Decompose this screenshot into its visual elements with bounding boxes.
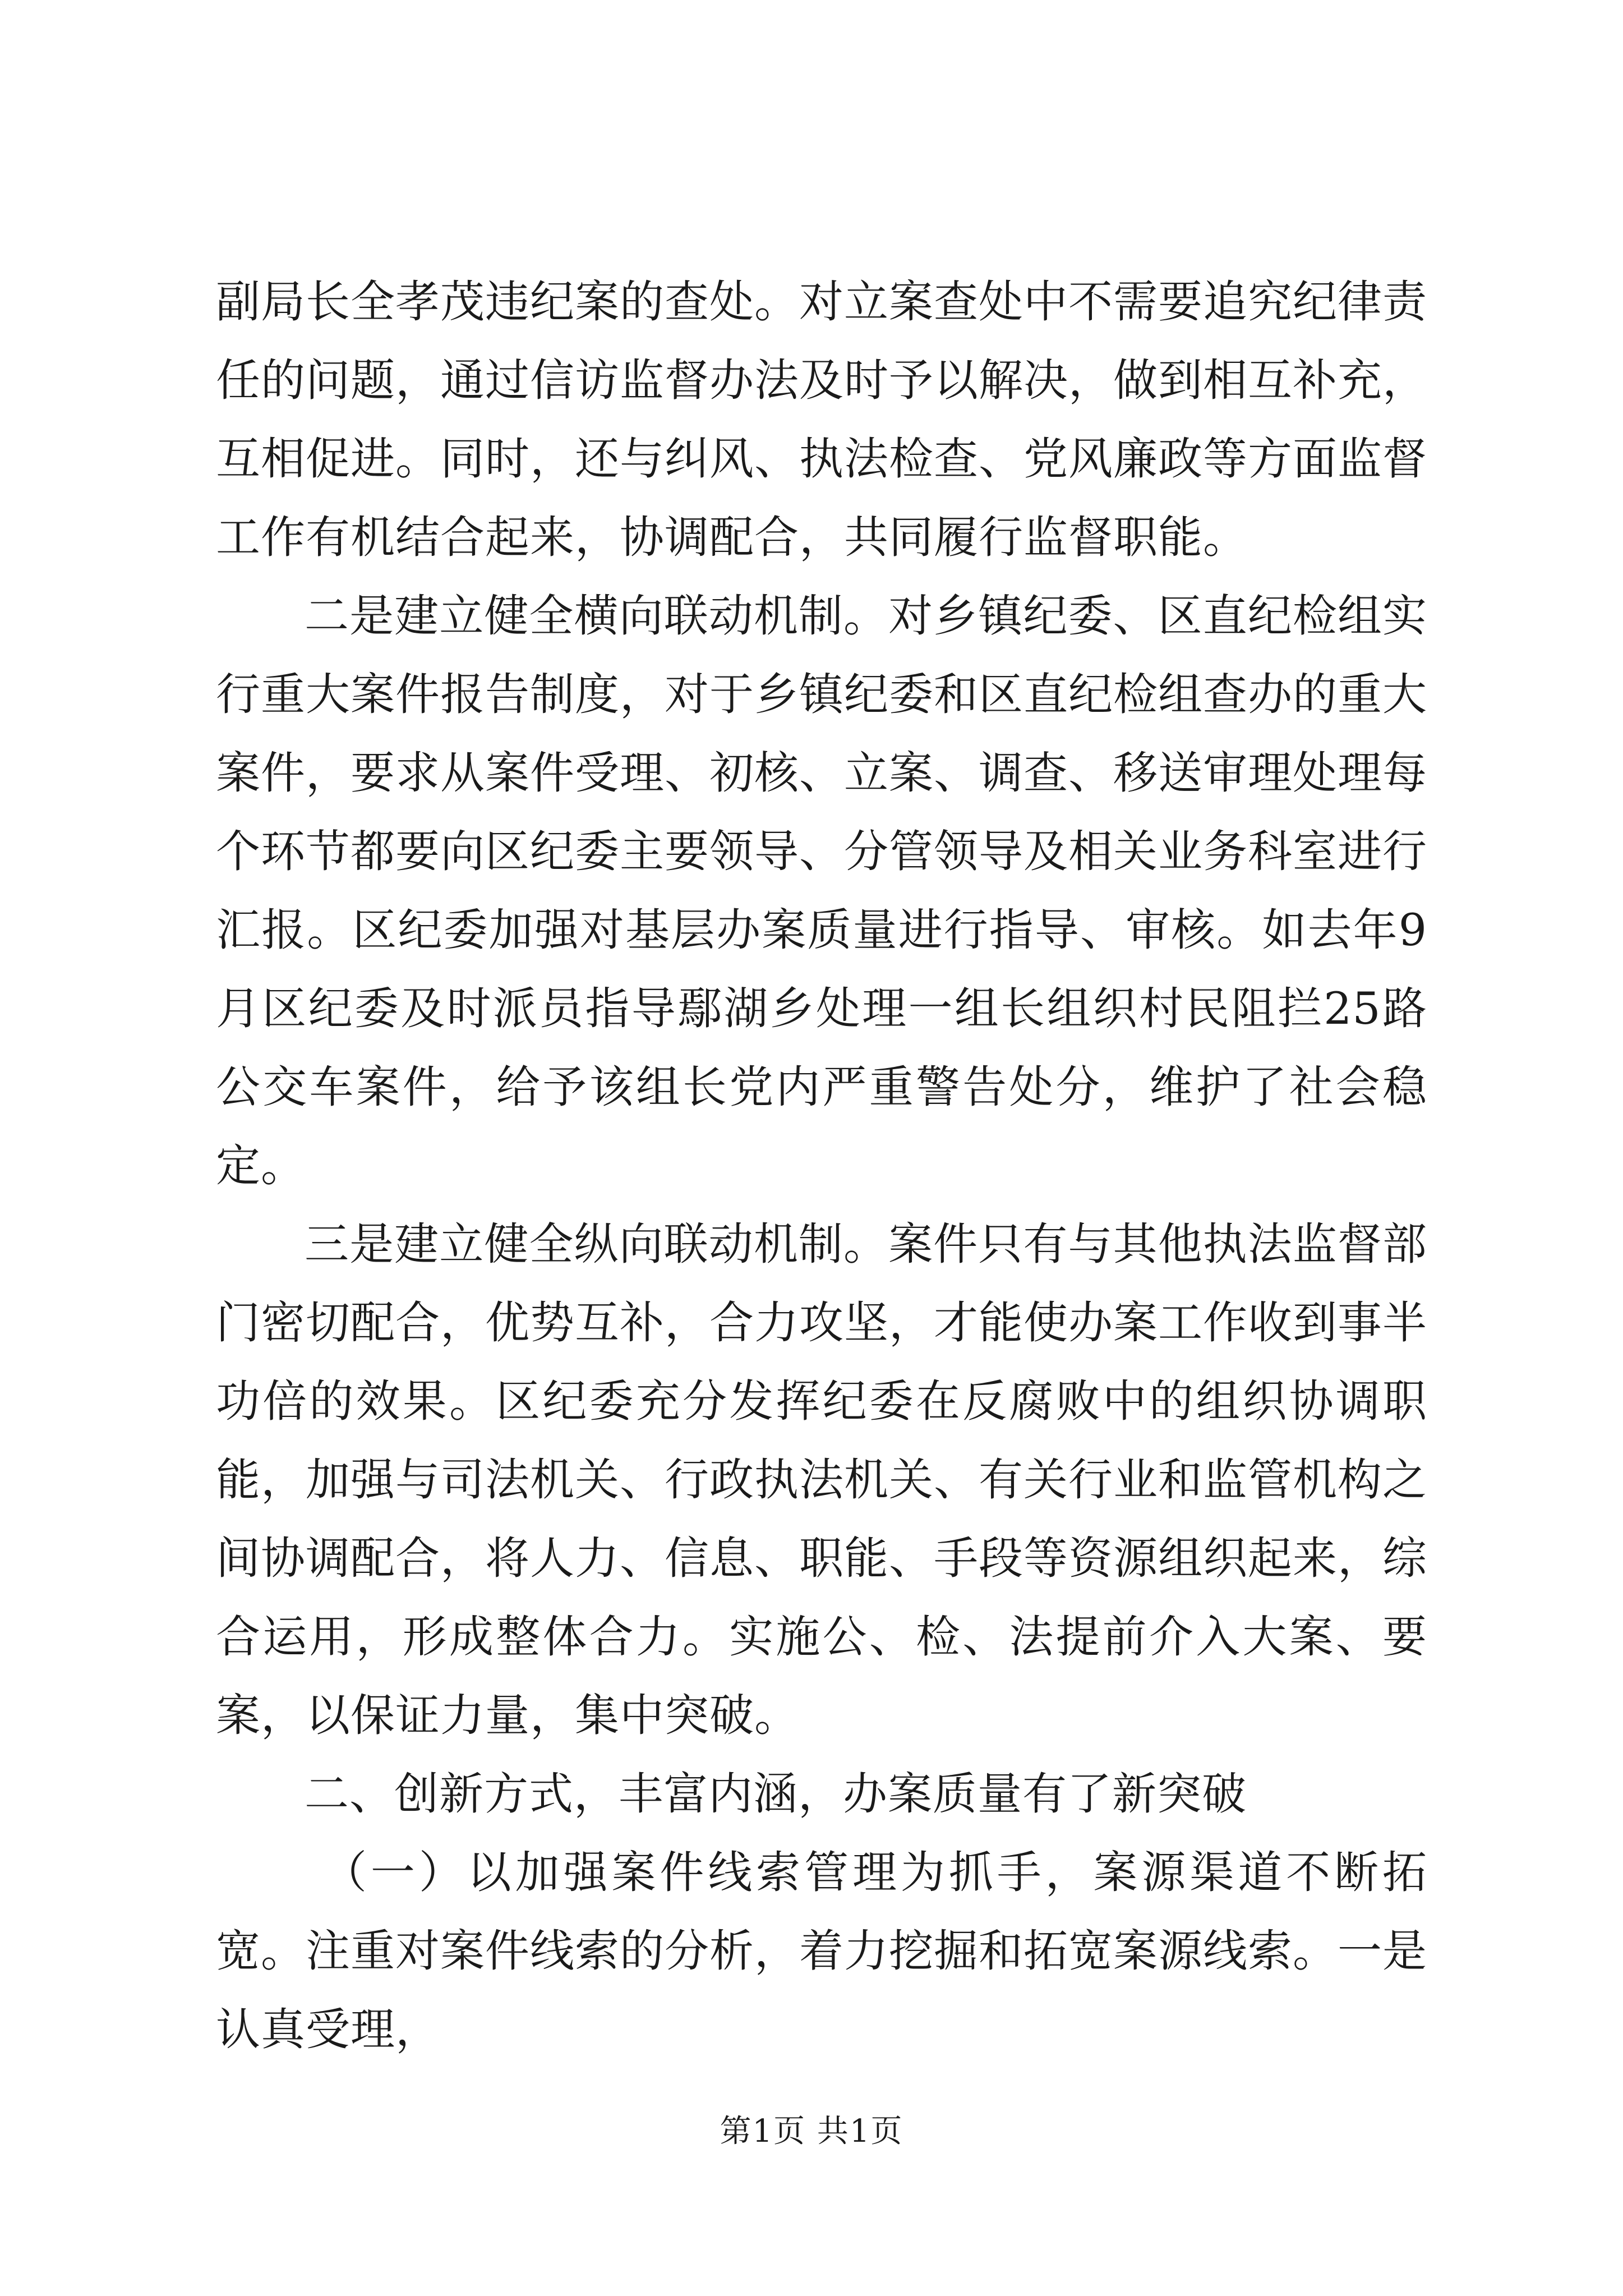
subsection-paragraph: （一）以加强案件线索管理为抓手，案源渠道不断拓宽。注重对案件线索的分析，着力挖掘和拓宽案源线索。一是认真受理， <box>216 1847 1427 2055</box>
page-footer: 第1页 共1页 <box>720 2113 903 2150</box>
paragraph-3: 三是建立健全纵向联动机制。案件只有与其他执法监督部门密切配合，优势互补，合力攻坚，才能使办案工作收到事半功倍的效果。区纪委充分发挥纪委在反腐败中的组织协调职能，加强与司法机关、行政执法机关、有关行业和监管机构之间协调配合，将人力、信息、职能、手段等资源组织起来，综合运用，形成整体合力。实施公、检、法提前介入大案、要案，以保证力量，集中突破。 <box>216 1218 1427 1741</box>
paragraph-1: 副局长全孝茂违纪案的查处。对立案查处中不需要追究纪律责任的问题，通过信访监督办法及时予以解决，做到相互补充，互相促进。同时，还与纠风、执法检查、党风廉政等方面监督工作有机结合起来，协调配合，共同履行监督职能。 <box>216 276 1427 563</box>
paragraph-2: 二是建立健全横向联动机制。对乡镇纪委、区直纪检组实行重大案件报告制度，对于乡镇纪委和区直纪检组查办的重大案件，要求从案件受理、初核、立案、调查、移送审理处理每个环节都要向区纪委主要领导、分管领导及相关业务科室进行汇报。区纪委加强对基层办案质量进行指导、审核。如去年9月区纪委及时派员指导鄢湖乡处理一组长组织村民阻拦25路公交车案件，给予该组长党内严重警告处分，维护了社会稳定。 <box>216 590 1427 1191</box>
document-body <box>216 263 1427 2069</box>
section-heading: 二、创新方式，丰富内涵，办案质量有了新突破 <box>305 1768 1247 1820</box>
